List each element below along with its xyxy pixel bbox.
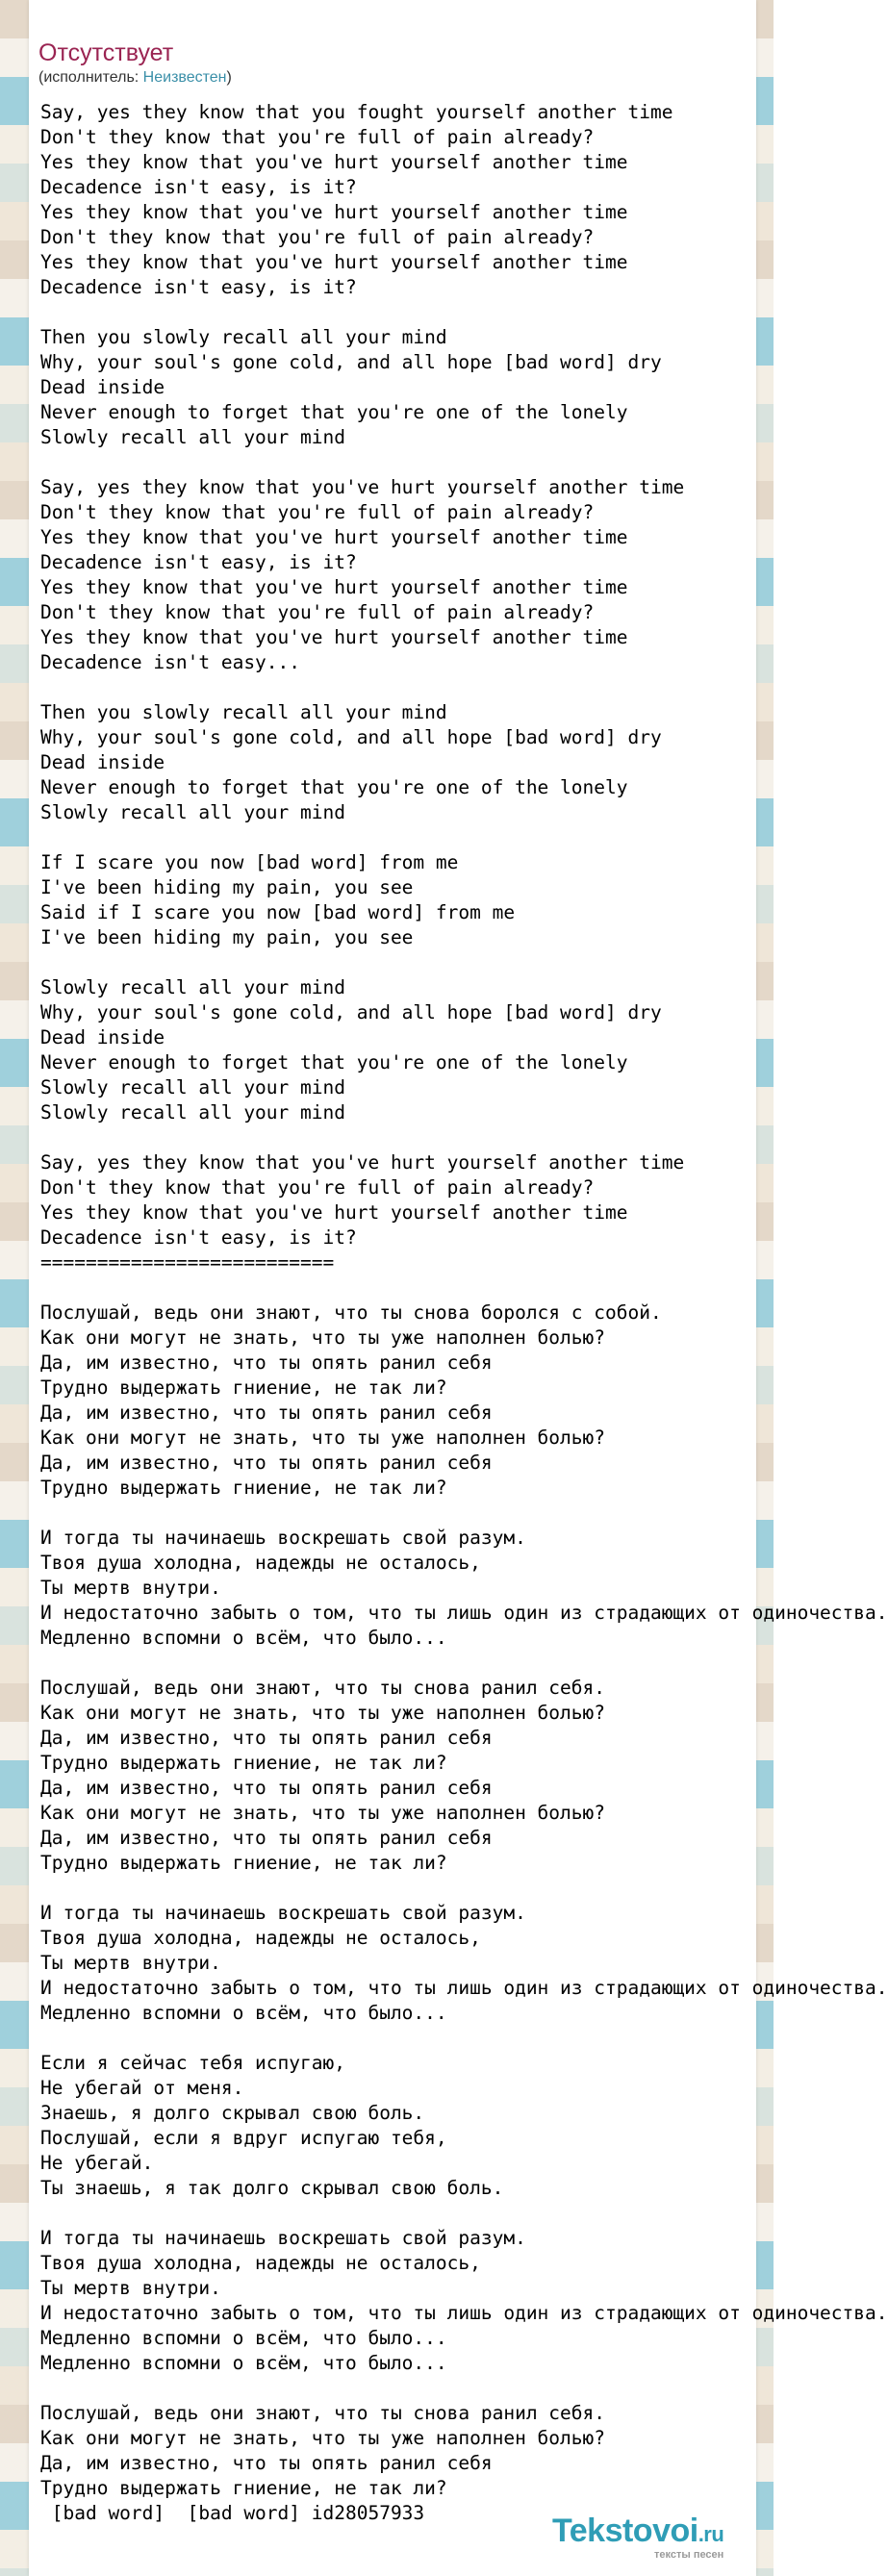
lyrics-text: Say, yes they know that you fought yourself another time Don't they know that you're full of pain already? Yes they know that you've hurt yourself another time Decadence isn't easy, is it? Yes they know that you've hurt yourself another time Don't they know that you're full of pain already? Yes they know that you've hurt yourself another time Decadence isn't easy, is it? Then you slowly recall all your mind Why, your soul's gone cold, and all hope [bad word] dry Dead inside Never enough to forget that you're one of the lonely Slowly recall all your mind Say, yes they know that you've hurt yourself another time Don't they know that you're full of pain already? Yes they know that you've hurt yourself another time Decadence isn't easy, is it? Yes they know that you've hurt yourself another time Don't they know that you're full of pain already? Yes they know that you've hurt yourself another time Decadence isn't easy... Then you slowly recall all your mind Why, your soul's gone cold, and all hope [bad word] dry Dead inside Never enough to forget that you're one of the lonely Slowly recall all your mind If I scare you now [bad word] from me I've been hiding my pain, you see Said if I scare you now [bad word] from me I've been hiding my pain, you see Slowly recall all your mind Why, your soul's gone cold, and all hope [bad word] dry Dead inside Never enough to forget that you're one of the lonely Slowly recall all your mind Slowly recall all your mind Say, yes they know that you've hurt yourself another time Don't they know that you're full of pain already? Yes they know that you've hurt yourself another time Decadence isn't easy, is it? ========================== Послушай, ведь они знают, что ты снова боролся с собой. Как они могут не знать, что ты уже наполнен болью? Да, им известно, что ты опять ранил себя Трудно выдержать гниение, не так ли? Да, им известно, что ты опять ранил себя Как они могут не знать, что ты уже наполнен болью? Да, им известно, что ты опять ранил себя Трудно выдержать гниение, не так ли? И тогда ты начинаешь воскрешать свой разум. Твоя душа холодна, надежды не осталось, Ты мертв внутри. И недостаточно забыть о том, что ты лишь один из страдающих от одиночества. Медленно вспомни о всём, что было... Послушай, ведь они знают, что ты снова ранил себя. Как они могут не знать, что ты уже наполнен болью? Да, им известно, что ты опять ранил себя Трудно выдержать гниение, не так ли? Да, им известно, что ты опять ранил себя Как они могут не знать, что ты уже наполнен болью? Да, им известно, что ты опять ранил себя Трудно выдержать гниение, не так ли? И тогда ты начинаешь воскрешать свой разум. Твоя душа холодна, надежды не осталось, Ты мертв внутри. И недостаточно забыть о том, что ты лишь один из страдающих от одиночества. Медленно вспомни о всём, что было... Если я сейчас тебя испугаю, Не убегай от меня. Знаешь, я долго скрывал свою боль. Послушай, если я вдруг испугаю тебя, Не убегай. Ты знаешь, я так долго скрывал свою боль. И тогда ты начинаешь воскрешать свой разум. Твоя душа холодна, надежды не осталось, Ты мертв внутри. И недостаточно забыть о том, что ты лишь один из страдающих от одиночества. Медленно вспомни о всём, что было... Медленно вспомни о всём, что было... Послушай, ведь они знают, что ты снова ранил себя. Как они могут не знать, что ты уже наполнен болью? Да, им известно, что ты опять ранил себя Трудно выдержать гниение, не так ли? [bad word] [bad word] id28057933 bbox=[40, 101, 888, 2524]
song-title: Отсутствует bbox=[38, 39, 174, 66]
artist-suffix: ) bbox=[226, 69, 232, 86]
logo-tagline: тексты песен bbox=[654, 2549, 724, 2561]
artist-link[interactable]: Неизвестен bbox=[142, 69, 227, 86]
artist-prefix: (исполнитель: bbox=[38, 69, 143, 86]
artist-line bbox=[38, 68, 232, 88]
site-logo[interactable] bbox=[552, 2513, 723, 2553]
logo-tld: .ru bbox=[698, 2522, 724, 2546]
logo-name: Tekstovoi bbox=[552, 2513, 698, 2549]
